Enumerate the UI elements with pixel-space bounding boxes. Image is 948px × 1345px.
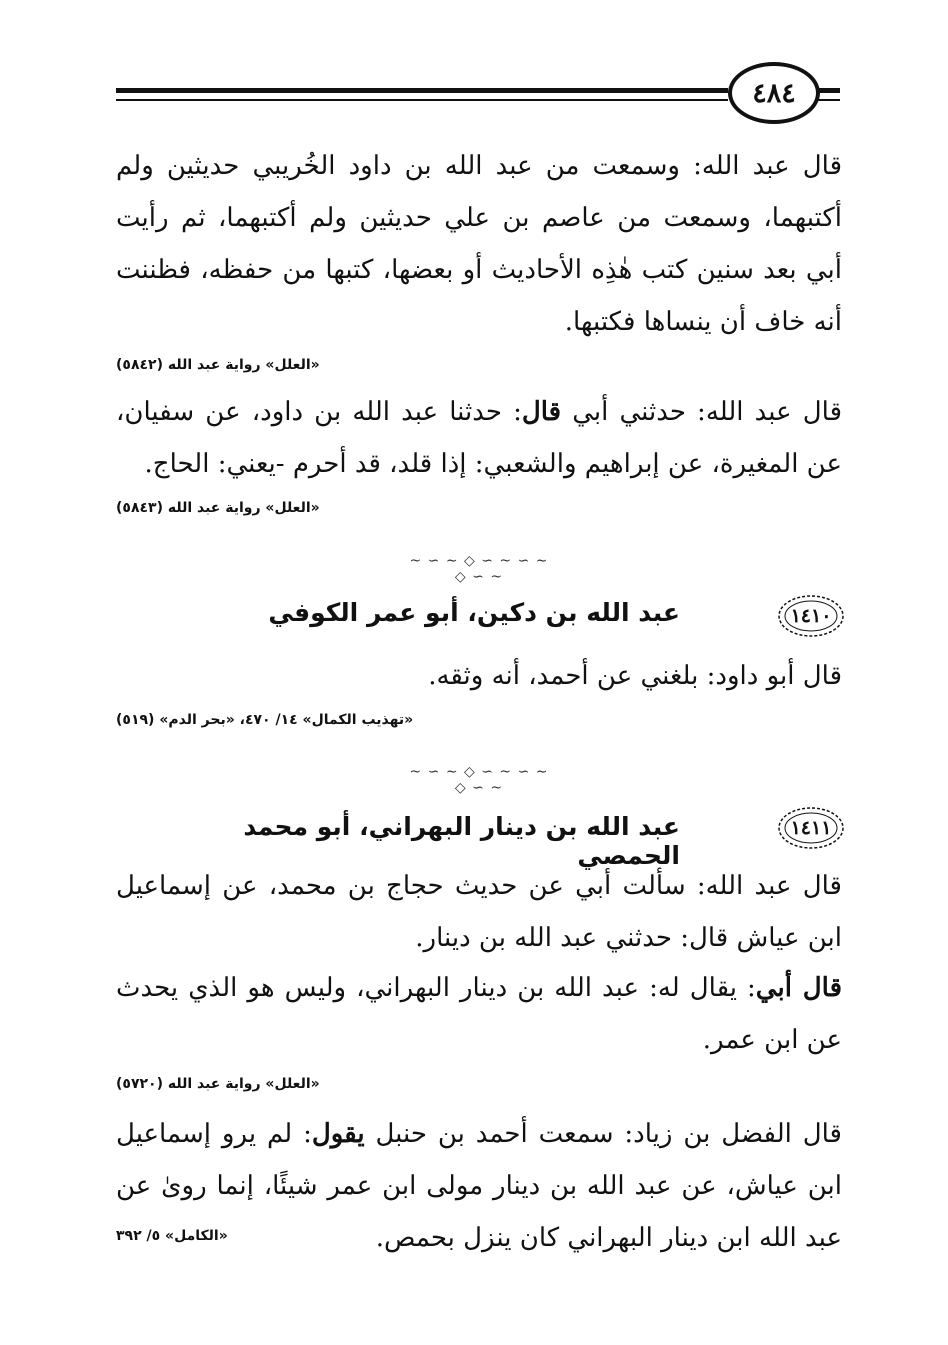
entry-number-badge-1410 xyxy=(776,593,846,639)
paragraph-4: قال عبد الله: سألت أبي عن حديث حجاج بن محمد، عن إسماعيل ابن عياش قال: حدثني عبد الله بن دينار. xyxy=(116,871,842,953)
paragraph-5-bold: قال أبي xyxy=(755,973,842,1003)
paragraph-2-bold: قال xyxy=(521,397,562,427)
source-citation-2: «العلل» رواية عبد الله (٥٨٤٣) xyxy=(116,500,320,516)
ornament-divider-1: ~ ∽ ∼ ◇ ∽ ~ ∽ ∼ ◇ ∽ ~ xyxy=(409,553,549,585)
ornament-divider-2: ~ ∽ ∼ ◇ ∽ ~ ∽ ∼ ◇ ∽ ~ xyxy=(409,764,549,796)
entry-title-1410: عبد الله بن دكين، أبو عمر الكوفي xyxy=(268,598,680,627)
paragraph-3: قال أبو داود: بلغني عن أحمد، أنه وثقه. xyxy=(428,661,842,691)
paragraph-2 xyxy=(116,386,842,490)
source-citation-4: «العلل» رواية عبد الله (٥٧٢٠) xyxy=(116,1076,320,1092)
header-rule-thick xyxy=(116,88,728,93)
page-number: ٤٨٤ xyxy=(728,62,820,124)
header-rule-right-thick xyxy=(818,88,840,93)
paragraph-2-lead: قال عبد الله: حدثني أبي xyxy=(561,397,842,427)
entry-number: ١٤١٠ xyxy=(790,605,832,627)
header-rule-right-thin xyxy=(818,99,840,101)
entry-title-1411: عبد الله بن دينار البهراني، أبو محمد الحمصي xyxy=(243,812,680,870)
source-citation-1: «العلل» رواية عبد الله (٥٨٤٢) xyxy=(116,357,320,373)
header-rule-thin xyxy=(116,99,728,101)
entry-number-badge-1411 xyxy=(776,805,846,851)
paragraph-5-rest: : يقال له: عبد الله بن دينار البهراني، وليس هو الذي يحدث عن ابن عمر. xyxy=(116,973,842,1055)
paragraph-6-lead: قال الفضل بن زياد: سمعت أحمد بن حنبل xyxy=(364,1119,842,1149)
paragraph-2-rest: : حدثنا عبد الله بن داود، عن سفيان، عن المغيرة، عن إبراهيم والشعبي: إذا قلد، قد أحرم -يعني: الحاج. xyxy=(116,397,842,479)
paragraph-6-bold: يقول xyxy=(311,1119,365,1149)
paragraph-5 xyxy=(116,962,842,1066)
source-citation-3: «تهذيب الكمال» ١٤/ ٤٧٠، «بحر الدم» (٥١٩) xyxy=(116,712,414,728)
paragraph-6-rest: : لم يرو إسماعيل ابن عياش، عن عبد الله بن دينار مولى ابن عمر شيئًا، إنما روىٰ عن عبد الله ابن دينار البهراني كان ينزل بحمص. xyxy=(116,1119,842,1253)
entry-number: ١٤١١ xyxy=(790,817,832,839)
paragraph-1: قال عبد الله: وسمعت من عبد الله بن داود الخُريبي حديثين ولم أكتبهما، وسمعت من عاصم بن علي حديثين ولم أكتبهما، ثم رأيت أبي بعد سنين كتب هٰذِه الأحاديث أو بعضها، كتبها من حفظه، فظننت أنه خاف أن ينساها فكتبها. xyxy=(116,151,842,337)
source-citation-5: «الكامل» ٥/ ٣٩٢ xyxy=(116,1228,228,1244)
